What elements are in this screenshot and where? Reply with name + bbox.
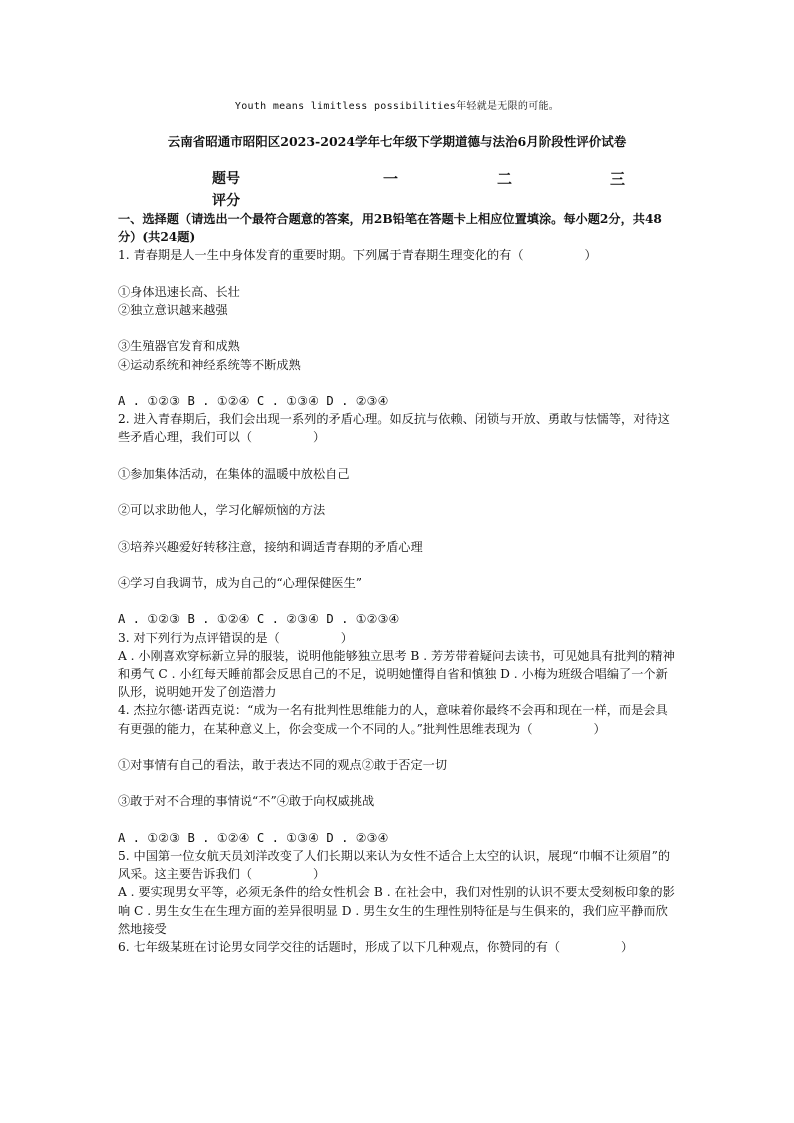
question-item: ③培养兴趣爱好转移注意，接纳和调适青春期的矛盾心理 bbox=[118, 539, 423, 554]
question-options: A . ①②③ B . ①②④ C . ①③④ D . ②③④ bbox=[118, 393, 389, 408]
question-stem: 3. 对下列行为点评错误的是（ ） bbox=[118, 630, 353, 645]
section-heading: 一、选择题（请选出一个最符合题意的答案，用2B铅笔在答题卡上相应位置填涂。每小题2分，共48分）(共24题) bbox=[118, 212, 662, 245]
question-item: ①参加集体活动，在集体的温暖中放松自己 bbox=[118, 466, 350, 481]
score-col-3: 三 bbox=[610, 170, 626, 188]
question-item: ②独立意识越来越强 bbox=[118, 303, 228, 317]
question-options: A . ①②③ B . ①②④ C . ①③④ D . ②③④ bbox=[118, 830, 389, 845]
question-options: A . 要实现男女平等，必须无条件的给女性机会 B . 在社会中，我们对性别的认识不要太受刻板印象的影响 C . 男生女生在生理方面的差异很明显 D . 男生女生的生理性别特征是与生俱来的，我们应平静而欣然地接受 bbox=[118, 885, 675, 936]
question-item: ③敢于对不合理的事情说“不”④敢于向权威挑战 bbox=[118, 794, 375, 809]
question-options: A . ①②③ B . ①②④ C . ②③④ D . ①②③④ bbox=[118, 612, 400, 627]
question-options: A . 小刚喜欢穿标新立异的服装，说明他能够独立思考 B . 芳芳带着疑问去读书，可见她具有批判的精神和勇气 C . 小红每天睡前都会反思自己的不足，说明她懂得自省和慎独 D . 小梅为班级合唱编了一个新队形，说明她开发了创造潜力 bbox=[118, 648, 675, 700]
score-table-header-label: 题号 bbox=[212, 171, 240, 187]
exam-content bbox=[118, 210, 678, 956]
motto-header: Youth means limitless possibilities年轻就是无限的可能。 bbox=[234, 101, 560, 112]
question-item: ②可以求助他人，学习化解烦恼的方法 bbox=[118, 503, 326, 518]
question-item: ④学习自我调节，成为自己的“心理保健医生” bbox=[118, 575, 363, 590]
question-item: ④运动系统和神经系统等不断成熟 bbox=[118, 357, 301, 372]
question-item: ③生殖器官发育和成熟 bbox=[118, 339, 240, 354]
question-item: ①身体迅速长高、长壮 bbox=[118, 284, 240, 299]
question-stem: 5. 中国第一位女航天员刘洋改变了人们长期以来认为女性不适合上太空的认识，展现“巾帼不让须眉”的风采。这主要告诉我们（ ） bbox=[118, 848, 671, 882]
question-stem: 4. 杰拉尔德·诺西克说：“成为一名有批判性思维能力的人，意味着你最终不会再和现在一样，而是会具有更强的能力，在某种意义上，你会变成一个不同的人。”批判性思维表现为（ ） bbox=[118, 703, 668, 736]
question-stem: 2. 进入青春期后，我们会出现一系列的矛盾心理。如反抗与依赖、闭锁与开放、勇敢与怯懦等，对待这些矛盾心理，我们可以（ ） bbox=[118, 412, 670, 445]
exam-title: 云南省昭通市昭阳区2023-2024学年七年级下学期道德与法治6月阶段性评价试卷 bbox=[167, 134, 627, 149]
question-stem: 6. 七年级某班在讨论男女同学交往的话题时，形成了以下几种观点，你赞同的有（ ） bbox=[118, 939, 634, 954]
question-stem: 1. 青春期是人一生中身体发育的重要时期。下列属于青春期生理变化的有（ ） bbox=[118, 248, 597, 263]
score-col-1: 一 bbox=[383, 170, 399, 188]
score-table-row-label: 评分 bbox=[212, 193, 240, 209]
question-item: ①对事情有自己的看法，敢于表达不同的观点②敢于否定一切 bbox=[118, 757, 448, 772]
score-col-2: 二 bbox=[497, 170, 513, 188]
